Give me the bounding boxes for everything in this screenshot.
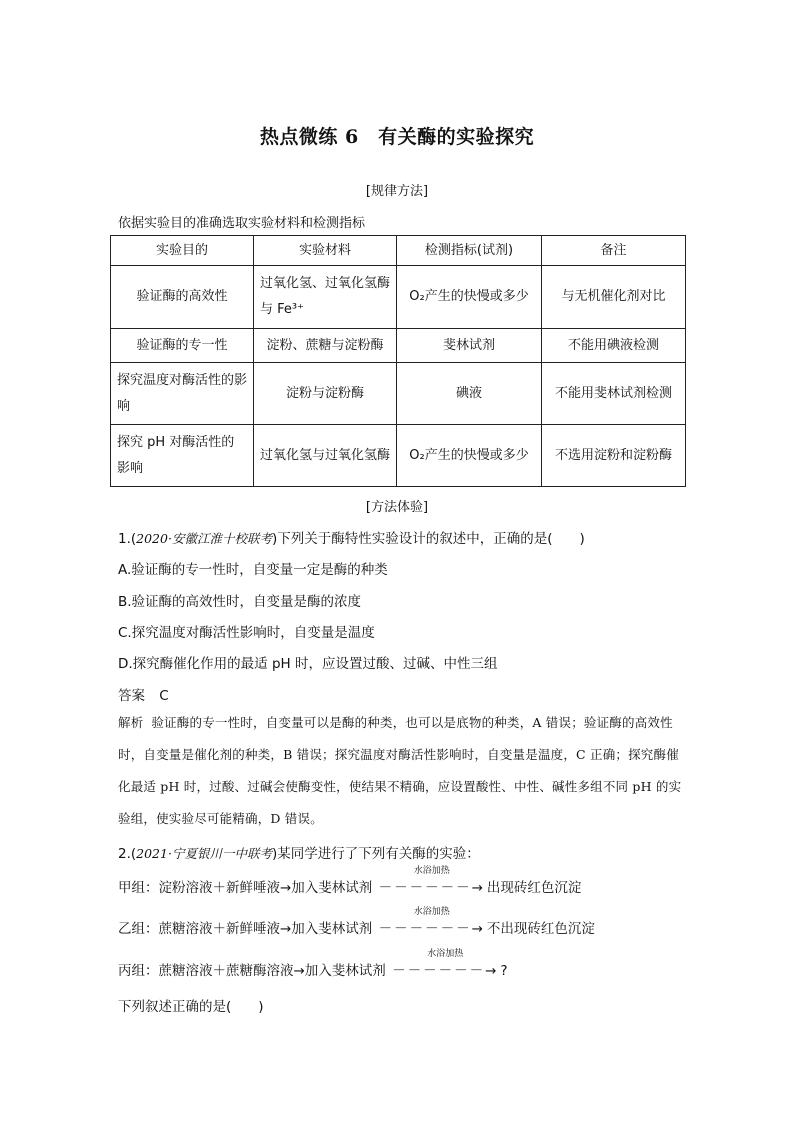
explanation: [118, 707, 688, 835]
arrow-glyph: －－－－－－→: [392, 963, 499, 979]
answer-line: [118, 684, 169, 704]
option-d: D.探究酶催化作用的最适 pH 时，应设置过酸、过碱、中性三组: [118, 656, 498, 672]
header-cell: 备注: [542, 236, 686, 266]
reaction-arrow: [378, 907, 485, 937]
arrow-glyph: －－－－－－→: [378, 880, 485, 896]
experiment-table: [110, 235, 686, 487]
table-header-row: [111, 236, 686, 266]
group-result: 不出现砖红色沉淀: [486, 921, 595, 937]
header-cell: 实验材料: [254, 236, 397, 266]
table-cell: 不能用斐林试剂检测: [542, 363, 686, 425]
question-2-stem: [118, 842, 480, 862]
header-cell: 实验目的: [111, 236, 254, 266]
table-cell: 碘液: [397, 363, 542, 425]
group-procedure: 乙组：蔗糖溶液＋新鲜唾液→加入斐林试剂: [118, 921, 373, 937]
group-jia: [118, 866, 582, 896]
table-cell: 过氧化氢、过氧化氢酶与 Fe³⁺: [254, 266, 397, 329]
arrow-condition: 水浴加热: [413, 866, 450, 876]
table-cell: 验证酶的高效性: [111, 266, 254, 329]
answer-value: C: [159, 688, 169, 704]
question-2-tail: 下列叙述正确的是( ): [118, 999, 264, 1015]
table-cell: 探究 pH 对酶活性的影响: [111, 425, 254, 487]
option-b: B.验证酶的高效性时，自变量是酶的浓度: [118, 594, 362, 610]
table-cell: 淀粉、蔗糖与淀粉酶: [254, 329, 397, 363]
table-row: [111, 425, 686, 487]
section-heading-practice: [方法体验]: [365, 500, 429, 515]
table-cell: 斐林试剂: [397, 329, 542, 363]
arrow-condition: 水浴加热: [427, 949, 464, 959]
section-heading-rules: [规律方法]: [365, 184, 429, 199]
group-procedure: 甲组：淀粉溶液＋新鲜唾液→加入斐林试剂: [118, 880, 373, 896]
header-cell: 检测指标(试剂): [397, 236, 542, 266]
option-c: C.探究温度对酶活性影响时，自变量是温度: [118, 625, 375, 641]
question-text: )下列关于酶特性实验设计的叙述中，正确的是( ): [271, 531, 585, 547]
table-row: [111, 266, 686, 329]
question-number: 1.(: [118, 531, 137, 547]
table-cell: O₂产生的快慢或多少: [397, 266, 542, 329]
table-cell: 不能用碘液检测: [542, 329, 686, 363]
table-cell: 验证酶的专一性: [111, 329, 254, 363]
explanation-label: 解析: [118, 715, 144, 730]
question-text: )某同学进行了下列有关酶的实验：: [271, 846, 480, 862]
table-intro: 依据实验目的准确选取实验材料和检测指标: [118, 216, 366, 231]
table-row: [111, 363, 686, 425]
question-source: 2021·宁夏银川一中联考: [136, 846, 272, 861]
answer-label: 答案: [118, 688, 145, 704]
table-cell: 不选用淀粉和淀粉酶: [542, 425, 686, 487]
arrow-glyph: －－－－－－→: [378, 921, 485, 937]
arrow-condition: 水浴加热: [413, 907, 450, 917]
group-result: ?: [500, 963, 508, 979]
explanation-text: 验证酶的专一性时，自变量可以是酶的种类，也可以是底物的种类，A 错误；验证酶的高效性时，自变量是催化剂的种类，B 错误；探究温度对酶活性影响时，自变量是温度，C 正确；探究酶催化最适 pH 时，过酸、过碱会使酶变性，使结果不精确，应设置酸性、中性、碱性多组不同 pH 的实验组，使实验尽可能精确，D 错误。: [118, 715, 682, 826]
table-cell: 与无机催化剂对比: [542, 266, 686, 329]
table-cell: 过氧化氢与过氧化氢酶: [254, 425, 397, 487]
reaction-arrow: [392, 949, 499, 979]
group-bing: [118, 949, 508, 979]
page-title: 热点微练 6 有关酶的实验探究: [259, 126, 535, 148]
group-procedure: 丙组：蔗糖溶液＋蔗糖酶溶液→加入斐林试剂: [118, 963, 386, 979]
table-cell: 探究温度对酶活性的影响: [111, 363, 254, 425]
question-source: 2020·安徽江淮十校联考: [136, 531, 272, 546]
table-row: [111, 329, 686, 363]
question-number: 2.(: [118, 846, 137, 862]
table-cell: O₂产生的快慢或多少: [397, 425, 542, 487]
group-result: 出现砖红色沉淀: [486, 880, 582, 896]
group-yi: [118, 907, 595, 937]
question-1-stem: [118, 527, 585, 547]
option-a: A.验证酶的专一性时，自变量一定是酶的种类: [118, 562, 388, 578]
reaction-arrow: [378, 866, 485, 896]
table-cell: 淀粉与淀粉酶: [254, 363, 397, 425]
